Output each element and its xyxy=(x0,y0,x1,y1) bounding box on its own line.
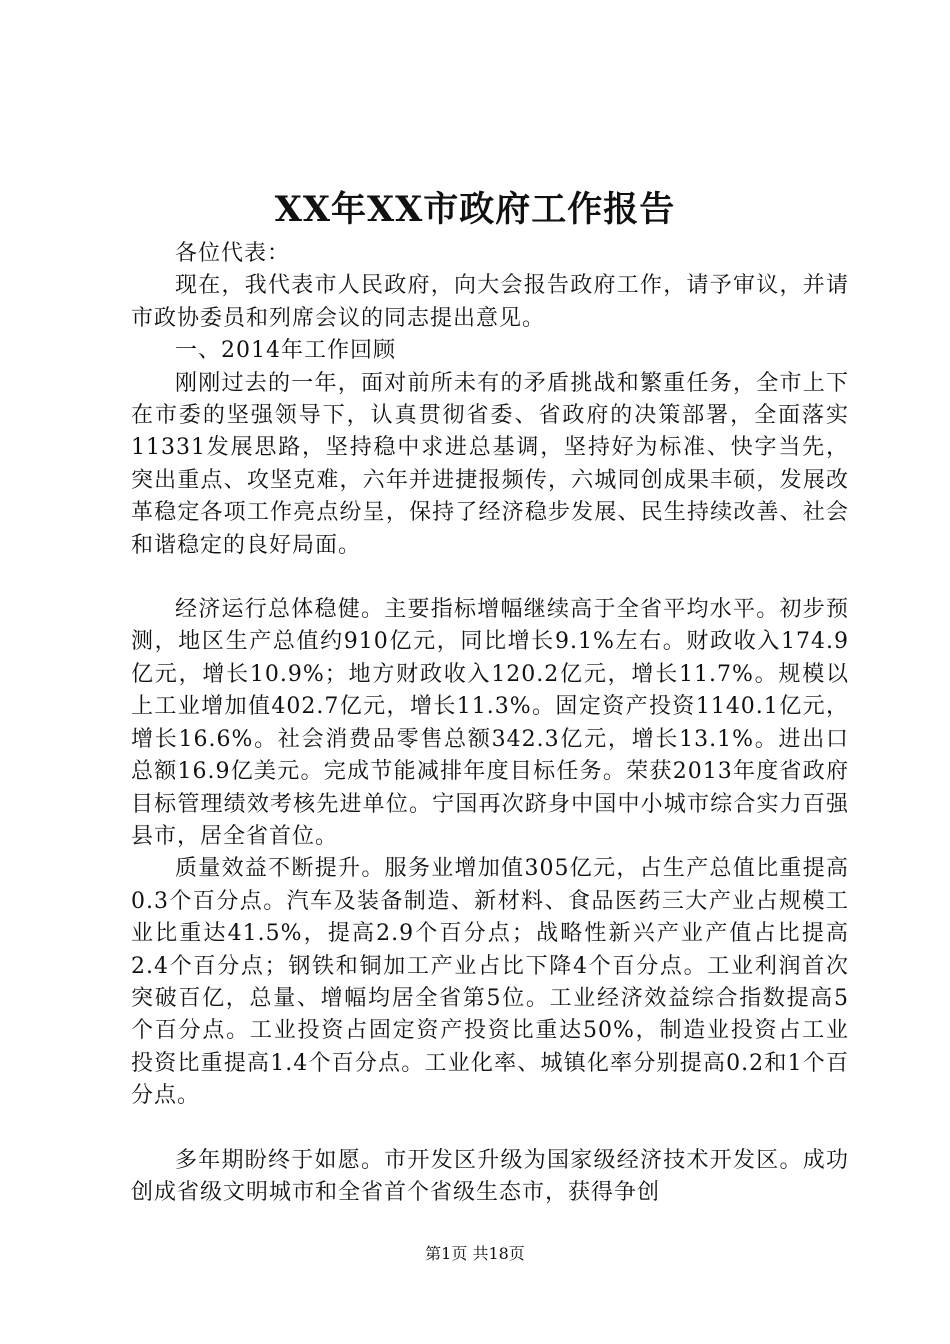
salutation-paragraph: 各位代表： xyxy=(175,241,291,266)
quality-paragraph: 质量效益不断提升。服务业增加值305亿元，占生产总值比重提高0.3个百分点。汽车及装备制造、新材料、食品医药三大产业占规模工业比重达41.5%，提高2.9个百分点；战略性新兴产业产值占比提高2.4个百分点；钢铁和铜加工产业占比下降4个百分点。工业利润首次突破百亿，总量、增幅均居全省第5位。工业经济效益综合指数提高5个百分点。工业投资占固定资产投资比重达50%，制造业投资占工业投资比重提高1.4个百分点。工业化率、城镇化率分别提高0.2和1个百分点。 xyxy=(131,856,849,1109)
economy-paragraph: 经济运行总体稳健。主要指标增幅继续高于全省平均水平。初步预测，地区生产总值约910亿元，同比增长9.1%左右。财政收入174.9亿元，增长10.9%；地方财政收入120.2亿元，增长11.7%。规模以上工业增加值402.7亿元，增长11.3%。固定资产投资1140.1亿元，增长16.6%。社会消费品零售总额342.3亿元，增长13.1%。进出口总额16.9亿美元。完成节能减排年度目标任务。荣获2013年度省政府目标管理绩效考核先进单位。宁国再次跻身中国中小城市综合实力百强县市，居全省首位。 xyxy=(131,597,849,849)
page-footer: 第1页 共18页 xyxy=(425,1244,525,1263)
document-body xyxy=(131,238,849,1209)
opening-paragraph: 现在，我代表市人民政府，向大会报告政府工作，请予审议，并请市政协委员和列席会议的同志提出意见。 xyxy=(131,273,849,331)
document-title: XX年XX市政府工作报告 xyxy=(274,189,676,230)
milestone-paragraph: 多年期盼终于如愿。市开发区升级为国家级经济技术开发区。成功创成省级文明城市和全省首个省级生态市，获得争创 xyxy=(131,1147,849,1205)
section-heading: 一、2014年工作回顾 xyxy=(175,338,396,364)
summary-paragraph: 刚刚过去的一年，面对前所未有的矛盾挑战和繁重任务，全市上下在市委的坚强领导下，认真贯彻省委、省政府的决策部署，全面落实11331发展思路，坚持稳中求进总基调，坚持好为标准、快字当先，突出重点、攻坚克难，六年并进捷报频传，六城同创成果丰硕，发展改革稳定各项工作亮点纷呈，保持了经济稳步发展、民生持续改善、社会和谐稳定的良好局面。 xyxy=(131,370,849,558)
